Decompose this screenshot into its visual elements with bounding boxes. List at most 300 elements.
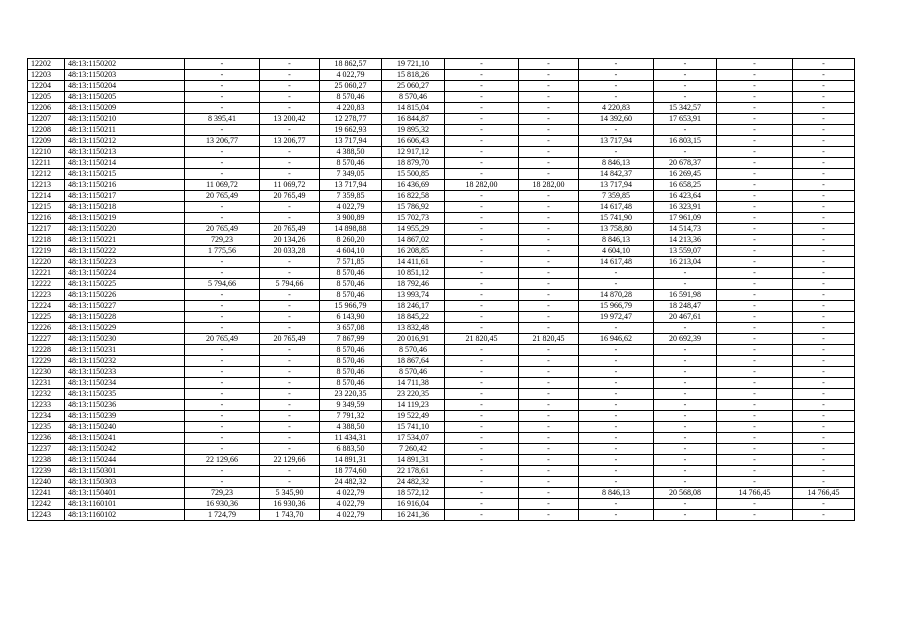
cell-col-3: - — [185, 92, 260, 103]
cell-col-12: - — [793, 114, 855, 125]
cell-row-number: 12207 — [28, 114, 65, 125]
cell-cadastral-number: 48:13:1150401 — [65, 488, 185, 499]
cell-col-7: - — [445, 444, 519, 455]
cell-col-9: - — [579, 323, 654, 334]
cell-col-10: 16 423,64 — [654, 191, 717, 202]
cell-col-3: - — [185, 477, 260, 488]
cell-col-7: - — [445, 125, 519, 136]
cell-col-9: 14 617,48 — [579, 257, 654, 268]
cell-col-10: - — [654, 499, 717, 510]
cell-col-4: - — [260, 400, 320, 411]
cell-col-12: - — [793, 290, 855, 301]
cell-col-10: - — [654, 466, 717, 477]
cell-col-9: - — [579, 356, 654, 367]
cell-row-number: 12243 — [28, 510, 65, 521]
cell-row-number: 12230 — [28, 367, 65, 378]
cell-col-8: - — [519, 510, 579, 521]
cell-cadastral-number: 48:13:1150232 — [65, 356, 185, 367]
cell-cadastral-number: 48:13:1150212 — [65, 136, 185, 147]
cell-col-3: 1 724,79 — [185, 510, 260, 521]
cell-col-3: - — [185, 400, 260, 411]
table-row — [28, 290, 855, 301]
table-row — [28, 180, 855, 191]
cell-col-3: 20 765,49 — [185, 224, 260, 235]
cell-col-4: - — [260, 158, 320, 169]
cell-cadastral-number: 48:13:1150244 — [65, 455, 185, 466]
table-row — [28, 224, 855, 235]
table-row — [28, 389, 855, 400]
cell-col-4: 20 765,49 — [260, 191, 320, 202]
cell-col-10: - — [654, 59, 717, 70]
cell-col-6: 16 822,58 — [382, 191, 445, 202]
cell-col-4: - — [260, 466, 320, 477]
cell-col-6: 12 917,12 — [382, 147, 445, 158]
cell-col-12: - — [793, 147, 855, 158]
cell-col-9: 13 717,94 — [579, 136, 654, 147]
cell-col-10: 16 323,91 — [654, 202, 717, 213]
cell-col-8: - — [519, 257, 579, 268]
cell-col-4: - — [260, 290, 320, 301]
cell-col-12: - — [793, 433, 855, 444]
cell-col-5: 4 022,79 — [320, 202, 382, 213]
cell-col-12: - — [793, 125, 855, 136]
cell-col-7: - — [445, 400, 519, 411]
cell-col-9: - — [579, 59, 654, 70]
cell-row-number: 12209 — [28, 136, 65, 147]
cell-col-11: - — [717, 411, 793, 422]
cell-col-8: - — [519, 444, 579, 455]
cell-col-12: - — [793, 246, 855, 257]
cell-cadastral-number: 48:13:1150242 — [65, 444, 185, 455]
cell-col-11: 14 766,45 — [717, 488, 793, 499]
cell-col-7: - — [445, 169, 519, 180]
cell-cadastral-number: 48:13:1150217 — [65, 191, 185, 202]
table-row — [28, 466, 855, 477]
cell-col-9: 15 966,79 — [579, 301, 654, 312]
cell-col-4: 22 129,66 — [260, 455, 320, 466]
cell-row-number: 12218 — [28, 235, 65, 246]
table-row — [28, 488, 855, 499]
cell-row-number: 12240 — [28, 477, 65, 488]
cell-col-8: - — [519, 224, 579, 235]
table-row — [28, 301, 855, 312]
cell-col-3: 8 395,41 — [185, 114, 260, 125]
cell-col-5: 8 570,46 — [320, 367, 382, 378]
cell-col-4: - — [260, 367, 320, 378]
cell-col-11: - — [717, 169, 793, 180]
cell-col-8: - — [519, 114, 579, 125]
cell-col-10: 20 568,08 — [654, 488, 717, 499]
cell-col-3: - — [185, 389, 260, 400]
cell-col-8: - — [519, 323, 579, 334]
cell-col-12: - — [793, 312, 855, 323]
cell-cadastral-number: 48:13:1150233 — [65, 367, 185, 378]
cell-col-5: 8 260,20 — [320, 235, 382, 246]
cell-row-number: 12203 — [28, 70, 65, 81]
cell-col-3: 22 129,66 — [185, 455, 260, 466]
cell-col-5: 18 774,60 — [320, 466, 382, 477]
cell-cadastral-number: 48:13:1150231 — [65, 345, 185, 356]
cell-col-9: - — [579, 466, 654, 477]
cell-col-11: - — [717, 367, 793, 378]
table-row — [28, 400, 855, 411]
cell-col-5: 8 570,46 — [320, 378, 382, 389]
table-row — [28, 125, 855, 136]
cell-col-9: 16 946,62 — [579, 334, 654, 345]
cell-cadastral-number: 48:13:1150221 — [65, 235, 185, 246]
cell-col-3: - — [185, 81, 260, 92]
cell-col-12: - — [793, 158, 855, 169]
cell-col-8: - — [519, 235, 579, 246]
cell-col-12: - — [793, 477, 855, 488]
cell-col-10: - — [654, 125, 717, 136]
cell-col-3: 20 765,49 — [185, 334, 260, 345]
cell-col-11: - — [717, 158, 793, 169]
cell-col-8: - — [519, 103, 579, 114]
cell-col-3: - — [185, 444, 260, 455]
cell-row-number: 12211 — [28, 158, 65, 169]
cell-col-4: - — [260, 268, 320, 279]
cell-col-4: - — [260, 92, 320, 103]
cell-row-number: 12232 — [28, 389, 65, 400]
cell-col-7: - — [445, 411, 519, 422]
cell-col-5: 7 867,99 — [320, 334, 382, 345]
cell-row-number: 12222 — [28, 279, 65, 290]
cell-col-4: - — [260, 169, 320, 180]
cell-col-6: 18 246,17 — [382, 301, 445, 312]
cell-col-8: - — [519, 191, 579, 202]
cell-row-number: 12229 — [28, 356, 65, 367]
cell-col-3: - — [185, 290, 260, 301]
cell-col-8: - — [519, 367, 579, 378]
cell-row-number: 12239 — [28, 466, 65, 477]
table-row — [28, 499, 855, 510]
cell-col-10: - — [654, 455, 717, 466]
cell-col-6: 16 208,85 — [382, 246, 445, 257]
cell-col-12: - — [793, 81, 855, 92]
cell-col-7: - — [445, 202, 519, 213]
cell-col-9: - — [579, 378, 654, 389]
cell-col-11: - — [717, 422, 793, 433]
table-row — [28, 59, 855, 70]
cell-col-6: 16 436,69 — [382, 180, 445, 191]
cell-col-3: - — [185, 257, 260, 268]
cell-col-7: - — [445, 59, 519, 70]
cell-col-10: 16 269,45 — [654, 169, 717, 180]
cell-cadastral-number: 48:13:1150303 — [65, 477, 185, 488]
cell-col-8: - — [519, 158, 579, 169]
cell-col-10: - — [654, 444, 717, 455]
cell-col-8: - — [519, 411, 579, 422]
cell-col-3: - — [185, 323, 260, 334]
cell-col-6: 13 832,48 — [382, 323, 445, 334]
cell-col-10: 17 961,09 — [654, 213, 717, 224]
cell-col-10: - — [654, 510, 717, 521]
cell-cadastral-number: 48:13:1150236 — [65, 400, 185, 411]
cell-cadastral-number: 48:13:1150216 — [65, 180, 185, 191]
cell-col-4: - — [260, 444, 320, 455]
cell-row-number: 12208 — [28, 125, 65, 136]
cell-col-10: - — [654, 81, 717, 92]
cell-col-5: 4 022,79 — [320, 70, 382, 81]
cell-col-6: 14 119,23 — [382, 400, 445, 411]
cell-col-12: - — [793, 345, 855, 356]
cell-col-8: - — [519, 92, 579, 103]
cell-col-9: - — [579, 510, 654, 521]
cell-cadastral-number: 48:13:1150239 — [65, 411, 185, 422]
cell-col-3: - — [185, 202, 260, 213]
cell-col-12: - — [793, 400, 855, 411]
cell-col-5: 4 022,79 — [320, 499, 382, 510]
cell-col-6: 13 993,74 — [382, 290, 445, 301]
cell-col-4: 13 206,77 — [260, 136, 320, 147]
cell-row-number: 12215 — [28, 202, 65, 213]
cell-col-4: - — [260, 378, 320, 389]
cell-col-6: 22 178,61 — [382, 466, 445, 477]
cell-col-11: - — [717, 345, 793, 356]
cell-col-6: 14 891,31 — [382, 455, 445, 466]
cell-col-5: 7 791,32 — [320, 411, 382, 422]
cell-col-4: - — [260, 70, 320, 81]
cell-col-7: - — [445, 81, 519, 92]
cell-col-10: 16 803,15 — [654, 136, 717, 147]
cell-col-6: 8 570,46 — [382, 345, 445, 356]
table-row — [28, 510, 855, 521]
cell-cadastral-number: 48:13:1150226 — [65, 290, 185, 301]
cell-col-7: - — [445, 433, 519, 444]
cell-cadastral-number: 48:13:1150224 — [65, 268, 185, 279]
cell-col-10: 13 559,07 — [654, 246, 717, 257]
cell-col-4: 16 930,36 — [260, 499, 320, 510]
cell-col-11: - — [717, 92, 793, 103]
table-row — [28, 81, 855, 92]
cell-col-5: 18 862,57 — [320, 59, 382, 70]
cell-col-5: 15 966,79 — [320, 301, 382, 312]
cell-col-10: - — [654, 378, 717, 389]
cell-col-3: 11 069,72 — [185, 180, 260, 191]
cell-row-number: 12234 — [28, 411, 65, 422]
cell-col-11: - — [717, 433, 793, 444]
cell-col-9: - — [579, 455, 654, 466]
cell-col-10: - — [654, 389, 717, 400]
cell-col-4: 1 743,70 — [260, 510, 320, 521]
cell-col-5: 8 570,46 — [320, 92, 382, 103]
cell-col-6: 23 220,35 — [382, 389, 445, 400]
cell-col-5: 8 570,46 — [320, 290, 382, 301]
cell-col-5: 11 434,31 — [320, 433, 382, 444]
table-row — [28, 246, 855, 257]
cell-col-9: - — [579, 125, 654, 136]
table-body — [28, 59, 855, 521]
cell-col-8: - — [519, 312, 579, 323]
cell-col-9: - — [579, 70, 654, 81]
cell-col-6: 10 851,12 — [382, 268, 445, 279]
cell-cadastral-number: 48:13:1150204 — [65, 81, 185, 92]
cell-col-4: - — [260, 202, 320, 213]
table-row — [28, 279, 855, 290]
cell-col-4: - — [260, 81, 320, 92]
cell-col-7: - — [445, 70, 519, 81]
cell-cadastral-number: 48:13:1150210 — [65, 114, 185, 125]
cell-col-9: 14 617,48 — [579, 202, 654, 213]
table-row — [28, 147, 855, 158]
cell-col-12: - — [793, 356, 855, 367]
cell-col-12: - — [793, 136, 855, 147]
cell-col-7: - — [445, 279, 519, 290]
cell-col-5: 8 570,46 — [320, 268, 382, 279]
table-row — [28, 213, 855, 224]
cell-col-3: 13 206,77 — [185, 136, 260, 147]
cell-col-10: - — [654, 279, 717, 290]
cell-col-9: 7 359,85 — [579, 191, 654, 202]
table-row — [28, 169, 855, 180]
cell-row-number: 12212 — [28, 169, 65, 180]
cell-col-7: - — [445, 213, 519, 224]
cell-col-3: - — [185, 312, 260, 323]
cell-row-number: 12228 — [28, 345, 65, 356]
cell-row-number: 12221 — [28, 268, 65, 279]
cell-col-6: 15 786,92 — [382, 202, 445, 213]
cell-col-5: 19 662,93 — [320, 125, 382, 136]
cell-col-10: - — [654, 92, 717, 103]
cell-col-10: - — [654, 400, 717, 411]
cell-col-4: - — [260, 312, 320, 323]
cell-col-12: - — [793, 224, 855, 235]
cell-col-9: - — [579, 81, 654, 92]
cell-col-4: - — [260, 257, 320, 268]
cell-col-7: - — [445, 268, 519, 279]
cell-col-11: - — [717, 70, 793, 81]
cell-col-11: - — [717, 510, 793, 521]
cell-col-4: 13 200,42 — [260, 114, 320, 125]
table-row — [28, 378, 855, 389]
cell-col-3: - — [185, 169, 260, 180]
table-row — [28, 70, 855, 81]
cell-col-6: 16 606,43 — [382, 136, 445, 147]
cell-col-7: - — [445, 477, 519, 488]
cell-col-6: 16 916,04 — [382, 499, 445, 510]
cell-col-11: - — [717, 334, 793, 345]
cell-col-7: - — [445, 345, 519, 356]
cell-row-number: 12236 — [28, 433, 65, 444]
cell-cadastral-number: 48:13:1150211 — [65, 125, 185, 136]
cell-col-6: 14 955,29 — [382, 224, 445, 235]
cell-col-10: 16 591,98 — [654, 290, 717, 301]
cell-col-4: - — [260, 433, 320, 444]
cell-col-9: - — [579, 422, 654, 433]
cell-col-10: 14 213,36 — [654, 235, 717, 246]
cell-col-12: - — [793, 191, 855, 202]
cell-col-8: - — [519, 202, 579, 213]
cell-col-10: - — [654, 477, 717, 488]
cell-row-number: 12227 — [28, 334, 65, 345]
cell-col-6: 14 867,02 — [382, 235, 445, 246]
table-row — [28, 136, 855, 147]
cell-col-9: - — [579, 477, 654, 488]
cell-col-6: 8 570,46 — [382, 92, 445, 103]
table-row — [28, 202, 855, 213]
cell-col-7: - — [445, 455, 519, 466]
cell-row-number: 12206 — [28, 103, 65, 114]
cell-row-number: 12204 — [28, 81, 65, 92]
cell-col-8: - — [519, 268, 579, 279]
cell-col-4: 5 794,66 — [260, 279, 320, 290]
cell-col-7: - — [445, 378, 519, 389]
cell-col-8: - — [519, 433, 579, 444]
cell-col-3: - — [185, 125, 260, 136]
table-row — [28, 367, 855, 378]
cell-row-number: 12231 — [28, 378, 65, 389]
cell-col-12: 14 766,45 — [793, 488, 855, 499]
cell-cadastral-number: 48:13:1150203 — [65, 70, 185, 81]
cell-col-3: - — [185, 213, 260, 224]
cell-cadastral-number: 48:13:1150234 — [65, 378, 185, 389]
cell-col-7: 18 282,00 — [445, 180, 519, 191]
table-row — [28, 191, 855, 202]
cell-col-11: - — [717, 147, 793, 158]
cell-col-12: - — [793, 92, 855, 103]
table-row — [28, 422, 855, 433]
cell-col-11: - — [717, 356, 793, 367]
cell-col-6: 24 482,32 — [382, 477, 445, 488]
cell-cadastral-number: 48:13:1150235 — [65, 389, 185, 400]
cell-col-5: 4 022,79 — [320, 510, 382, 521]
cell-col-3: - — [185, 59, 260, 70]
cell-col-5: 8 570,46 — [320, 356, 382, 367]
cell-col-11: - — [717, 301, 793, 312]
cell-col-7: 21 820,45 — [445, 334, 519, 345]
table-row — [28, 114, 855, 125]
cell-col-3: - — [185, 147, 260, 158]
cell-col-9: - — [579, 499, 654, 510]
cell-col-8: - — [519, 499, 579, 510]
cell-col-5: 7 571,85 — [320, 257, 382, 268]
cell-col-7: - — [445, 356, 519, 367]
cell-col-12: - — [793, 510, 855, 521]
cell-col-12: - — [793, 180, 855, 191]
cell-col-8: - — [519, 147, 579, 158]
cell-col-12: - — [793, 367, 855, 378]
cell-col-3: - — [185, 103, 260, 114]
table-row — [28, 158, 855, 169]
cell-col-11: - — [717, 378, 793, 389]
cell-col-10: 16 213,04 — [654, 257, 717, 268]
table-row — [28, 323, 855, 334]
cell-col-12: - — [793, 103, 855, 114]
cell-col-11: - — [717, 389, 793, 400]
cell-col-7: - — [445, 257, 519, 268]
cell-col-3: - — [185, 70, 260, 81]
cell-col-10: 20 467,61 — [654, 312, 717, 323]
table-row — [28, 444, 855, 455]
cell-col-11: - — [717, 202, 793, 213]
cell-col-9: - — [579, 268, 654, 279]
cell-col-12: - — [793, 323, 855, 334]
cell-col-11: - — [717, 312, 793, 323]
cell-col-8: - — [519, 246, 579, 257]
cell-col-11: - — [717, 191, 793, 202]
cell-col-12: - — [793, 499, 855, 510]
cell-col-6: 14 711,38 — [382, 378, 445, 389]
cell-col-3: - — [185, 301, 260, 312]
cell-col-5: 9 349,59 — [320, 400, 382, 411]
cell-col-9: 14 870,28 — [579, 290, 654, 301]
cell-col-8: - — [519, 136, 579, 147]
cell-col-9: 13 758,80 — [579, 224, 654, 235]
cell-col-5: 4 220,83 — [320, 103, 382, 114]
cell-col-8: - — [519, 290, 579, 301]
cell-col-4: 5 345,90 — [260, 488, 320, 499]
